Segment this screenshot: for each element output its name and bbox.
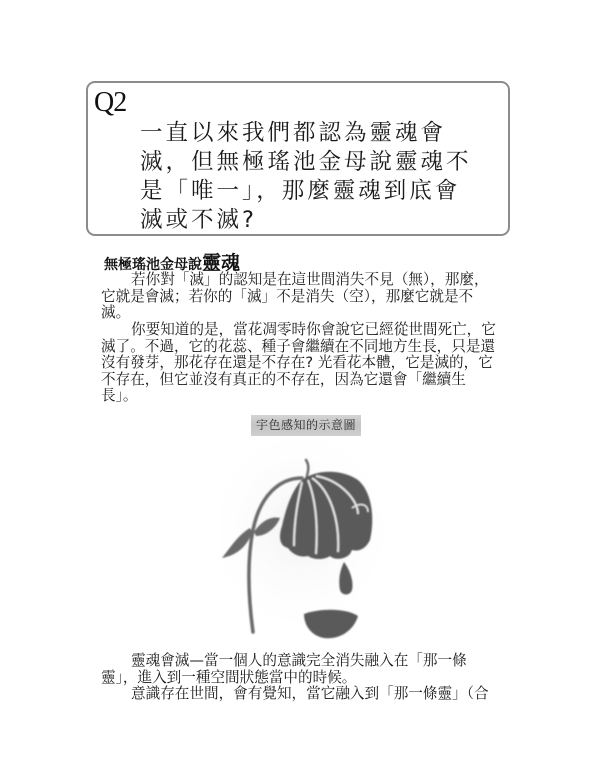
paragraph-line: 靈魂會滅—當一個人的意識完全消失融入在「那一條 bbox=[131, 652, 467, 669]
paragraph-line: 你要知道的是，當花凋零時你會說它已經從世間死亡，它 bbox=[131, 321, 496, 338]
wilted-flower-icon bbox=[220, 440, 400, 650]
figure-caption: 宇色感知的示意圖 bbox=[251, 415, 361, 436]
question-line: 是「唯一」，那麼靈魂到底會 bbox=[140, 178, 461, 204]
paragraph-line: 滅。 bbox=[101, 304, 131, 321]
question-line: 一直以來我們都認為靈魂會 bbox=[140, 120, 447, 146]
paragraph-line: 意識存在世間，會有覺知，當它融入到「那一條靈」（合 bbox=[131, 685, 489, 702]
paragraph-2 bbox=[101, 322, 509, 405]
paragraph-line: 長」。 bbox=[101, 387, 138, 404]
question-text bbox=[140, 119, 480, 235]
paragraph-line: 靈」，進入到一種空間狀態當中的時候。 bbox=[101, 668, 357, 686]
paragraph-line: 若你對「滅」的認知是在這世間消失不見（無），那麼， bbox=[131, 271, 489, 288]
question-line: 滅，但無極瑤池金母說靈魂不 bbox=[140, 149, 472, 175]
paragraph-line: 不存在，但它並沒有真正的不存在，因為它還會「繼續生 bbox=[101, 370, 466, 388]
question-box bbox=[86, 81, 510, 236]
question-number: Q2 bbox=[94, 87, 127, 118]
paragraph-line: 沒有發芽，那花存在還是不存在? 光看花本體，它是滅的，它 bbox=[101, 354, 493, 371]
heading-emphasis: 靈魂 bbox=[202, 252, 241, 274]
heading-prefix: 無極瑤池金母說 bbox=[104, 257, 202, 273]
paragraph-line: 它就是會滅；若你的「滅」不是消失（空），那麼它就是不 bbox=[101, 287, 474, 305]
wilted-flower-illustration bbox=[220, 440, 400, 650]
question-line: 滅或不滅? bbox=[140, 207, 257, 233]
paragraph-1 bbox=[101, 272, 509, 322]
paragraph-3 bbox=[101, 653, 509, 703]
paragraph-line: 滅了。不過，它的花蕊、種子會繼續在不同地方生長，只是還 bbox=[101, 337, 496, 355]
